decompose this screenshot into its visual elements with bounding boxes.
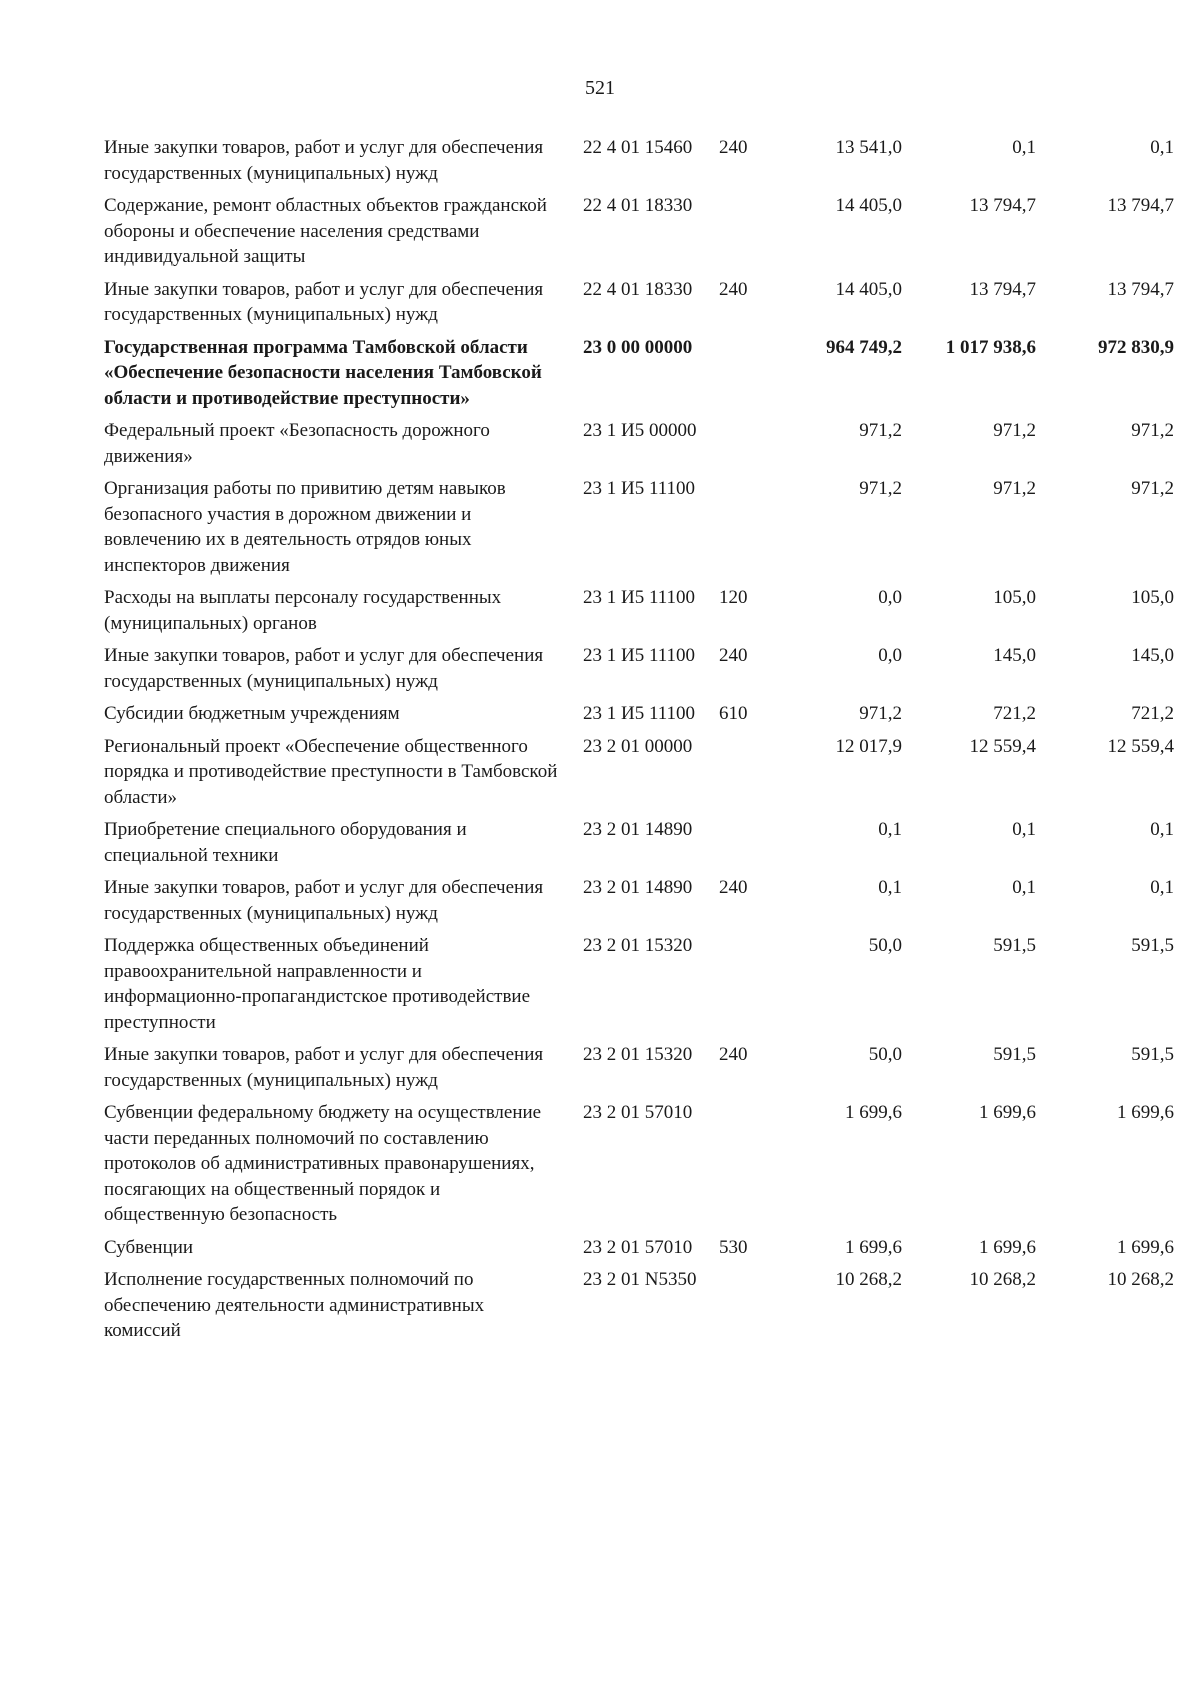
row-expense-type: 610 [719,703,748,724]
row-amount-year-3: 0,1 [1150,877,1174,898]
table-row [104,933,1174,1042]
row-amount-year-1: 971,2 [859,703,902,724]
row-amount-year-1: 10 268,2 [835,1269,902,1290]
row-code: 23 2 01 57010 [583,1102,693,1123]
row-amount-year-2: 591,5 [993,935,1036,956]
row-expense-type [713,734,768,818]
row-amount-year-3: 10 268,2 [1107,1269,1174,1290]
row-expense-type [713,193,768,277]
row-code: 23 1 И5 00000 [583,420,697,441]
row-name: Иные закупки товаров, работ и услуг для обеспечения государственных (муниципальных) нужд [104,645,544,692]
row-amount-year-3: 13 794,7 [1107,278,1174,300]
row-amount-year-1: 50,0 [868,935,902,956]
row-amount-year-3: 1 699,6 [1117,1102,1174,1123]
row-code: 23 2 01 14890 [583,877,693,898]
table-row [104,418,1174,476]
row-amount-year-2: 1 017 938,6 [945,336,1036,358]
row-expense-type: 120 [719,587,748,608]
row-expense-type [713,418,768,476]
row-name: Организация работы по привитию детям навыков безопасного участия в дорожном движении и вовлечению их в деятельность отрядов юных инспекторов движения [104,478,506,576]
row-code: 23 2 01 15320 [583,1044,693,1065]
row-amount-year-2: 10 268,2 [969,1269,1036,1290]
table-row [104,1267,1174,1351]
row-expense-type [713,817,768,875]
row-name: Приобретение специального оборудования и специальной техники [104,819,467,866]
row-amount-year-3: 972 830,9 [1098,336,1174,358]
row-code: 23 1 И5 11100 [583,478,696,499]
row-amount-year-1: 964 749,2 [826,336,902,358]
table-row [104,476,1174,585]
table-row [104,193,1174,277]
row-amount-year-1: 14 405,0 [835,278,902,300]
row-amount-year-3: 0,1 [1150,137,1174,158]
row-amount-year-3: 0,1 [1150,819,1174,840]
row-amount-year-3: 13 794,7 [1107,195,1174,216]
row-amount-year-1: 14 405,0 [835,195,902,216]
row-amount-year-2: 12 559,4 [969,735,1036,757]
row-amount-year-3: 1 699,6 [1117,1236,1174,1258]
row-code: 23 1 И5 11100 [583,645,696,666]
row-name: Содержание, ремонт областных объектов гражданской обороны и обеспечение населения средствами индивидуальной защиты [104,195,547,267]
row-code: 22 4 01 18330 [583,195,693,216]
row-name: Иные закупки товаров, работ и услуг для обеспечения государственных (муниципальных) нужд [104,278,544,325]
row-amount-year-3: 591,5 [1131,935,1174,956]
row-amount-year-3: 971,2 [1131,478,1174,499]
table-row [104,817,1174,875]
table-row [104,135,1174,193]
row-amount-year-2: 1 699,6 [979,1236,1036,1258]
row-code: 23 0 00 00000 [583,336,693,358]
row-code: 23 2 01 N5350 [583,1269,697,1290]
row-amount-year-2: 971,2 [993,478,1036,499]
row-code: 22 4 01 18330 [583,278,693,300]
row-name: Иные закупки товаров, работ и услуг для обеспечения государственных (муниципальных) нужд [104,877,544,924]
row-amount-year-3: 971,2 [1131,420,1174,441]
row-amount-year-2: 591,5 [993,1044,1036,1065]
row-name: Поддержка общественных объединений правоохранительной направленности и информационно-пропагандистское противодействие преступности [104,935,531,1033]
row-code: 23 1 И5 11100 [583,587,696,608]
row-amount-year-1: 0,1 [878,819,902,840]
table-row [104,643,1174,701]
row-amount-year-2: 0,1 [1012,819,1036,840]
row-amount-year-1: 971,2 [859,478,902,499]
row-amount-year-1: 1 699,6 [845,1236,902,1258]
row-name: Государственная программа Тамбовской области «Обеспечение безопасности населения Тамбовской области и противодействие преступности» [104,336,542,409]
table-row [104,1042,1174,1100]
row-amount-year-2: 721,2 [993,703,1036,724]
row-code: 22 4 01 15460 [583,137,693,158]
row-expense-type: 240 [719,645,748,666]
row-code: 23 2 01 14890 [583,819,693,840]
table-body [104,135,1174,1351]
row-amount-year-1: 12 017,9 [835,735,902,757]
row-code: 23 2 01 57010 [583,1236,693,1258]
row-expense-type [713,335,768,419]
table-row [104,585,1174,643]
row-expense-type [713,1100,768,1235]
row-amount-year-3: 105,0 [1131,587,1174,608]
row-amount-year-2: 145,0 [993,645,1036,666]
row-amount-year-2: 105,0 [993,587,1036,608]
table-row [104,1235,1174,1268]
row-amount-year-1: 971,2 [859,420,902,441]
row-amount-year-2: 13 794,7 [969,195,1036,216]
row-amount-year-3: 145,0 [1131,645,1174,666]
row-name: Субвенции федеральному бюджету на осуществление части переданных полномочий по составлению протоколов об административных правонарушениях, посягающих на общественный порядок и общественную безопасность [104,1102,542,1225]
row-amount-year-2: 1 699,6 [979,1102,1036,1123]
row-name: Иные закупки товаров, работ и услуг для обеспечения государственных (муниципальных) нужд [104,137,544,184]
row-name: Расходы на выплаты персоналу государственных (муниципальных) органов [104,587,502,634]
table-row [104,1100,1174,1235]
table-row [104,277,1174,335]
row-expense-type: 530 [719,1236,748,1258]
row-name: Исполнение государственных полномочий по обеспечению деятельности административных комиссий [104,1269,485,1341]
row-expense-type: 240 [719,877,748,898]
row-amount-year-1: 0,0 [878,587,902,608]
row-amount-year-2: 13 794,7 [969,278,1036,300]
row-expense-type [713,1267,768,1351]
row-expense-type: 240 [719,137,748,158]
row-amount-year-1: 0,1 [878,877,902,898]
table-row [104,875,1174,933]
row-amount-year-1: 1 699,6 [845,1102,902,1123]
row-amount-year-3: 591,5 [1131,1044,1174,1065]
row-expense-type [713,476,768,585]
page-number: 521 [585,77,615,99]
row-amount-year-1: 50,0 [868,1044,902,1065]
table-row [104,335,1174,419]
row-code: 23 2 01 00000 [583,735,693,757]
table-row [104,701,1174,734]
row-amount-year-1: 0,0 [878,645,902,666]
row-amount-year-3: 721,2 [1131,703,1174,724]
row-name: Региональный проект «Обеспечение общественного порядка и противодействие преступности в Тамбовской области» [104,735,558,808]
row-name: Субвенции [104,1236,194,1258]
row-amount-year-2: 0,1 [1012,877,1036,898]
row-amount-year-2: 971,2 [993,420,1036,441]
row-amount-year-3: 12 559,4 [1107,735,1174,757]
row-name: Субсидии бюджетным учреждениям [104,703,400,724]
row-expense-type: 240 [719,278,748,300]
row-expense-type [713,933,768,1042]
row-code: 23 1 И5 11100 [583,703,696,724]
row-code: 23 2 01 15320 [583,935,693,956]
budget-table [104,135,1174,1351]
row-amount-year-1: 13 541,0 [835,137,902,158]
table-row [104,734,1174,818]
row-name: Федеральный проект «Безопасность дорожного движения» [104,420,490,467]
row-name: Иные закупки товаров, работ и услуг для обеспечения государственных (муниципальных) нужд [104,1044,544,1091]
row-expense-type: 240 [719,1044,748,1065]
row-amount-year-2: 0,1 [1012,137,1036,158]
